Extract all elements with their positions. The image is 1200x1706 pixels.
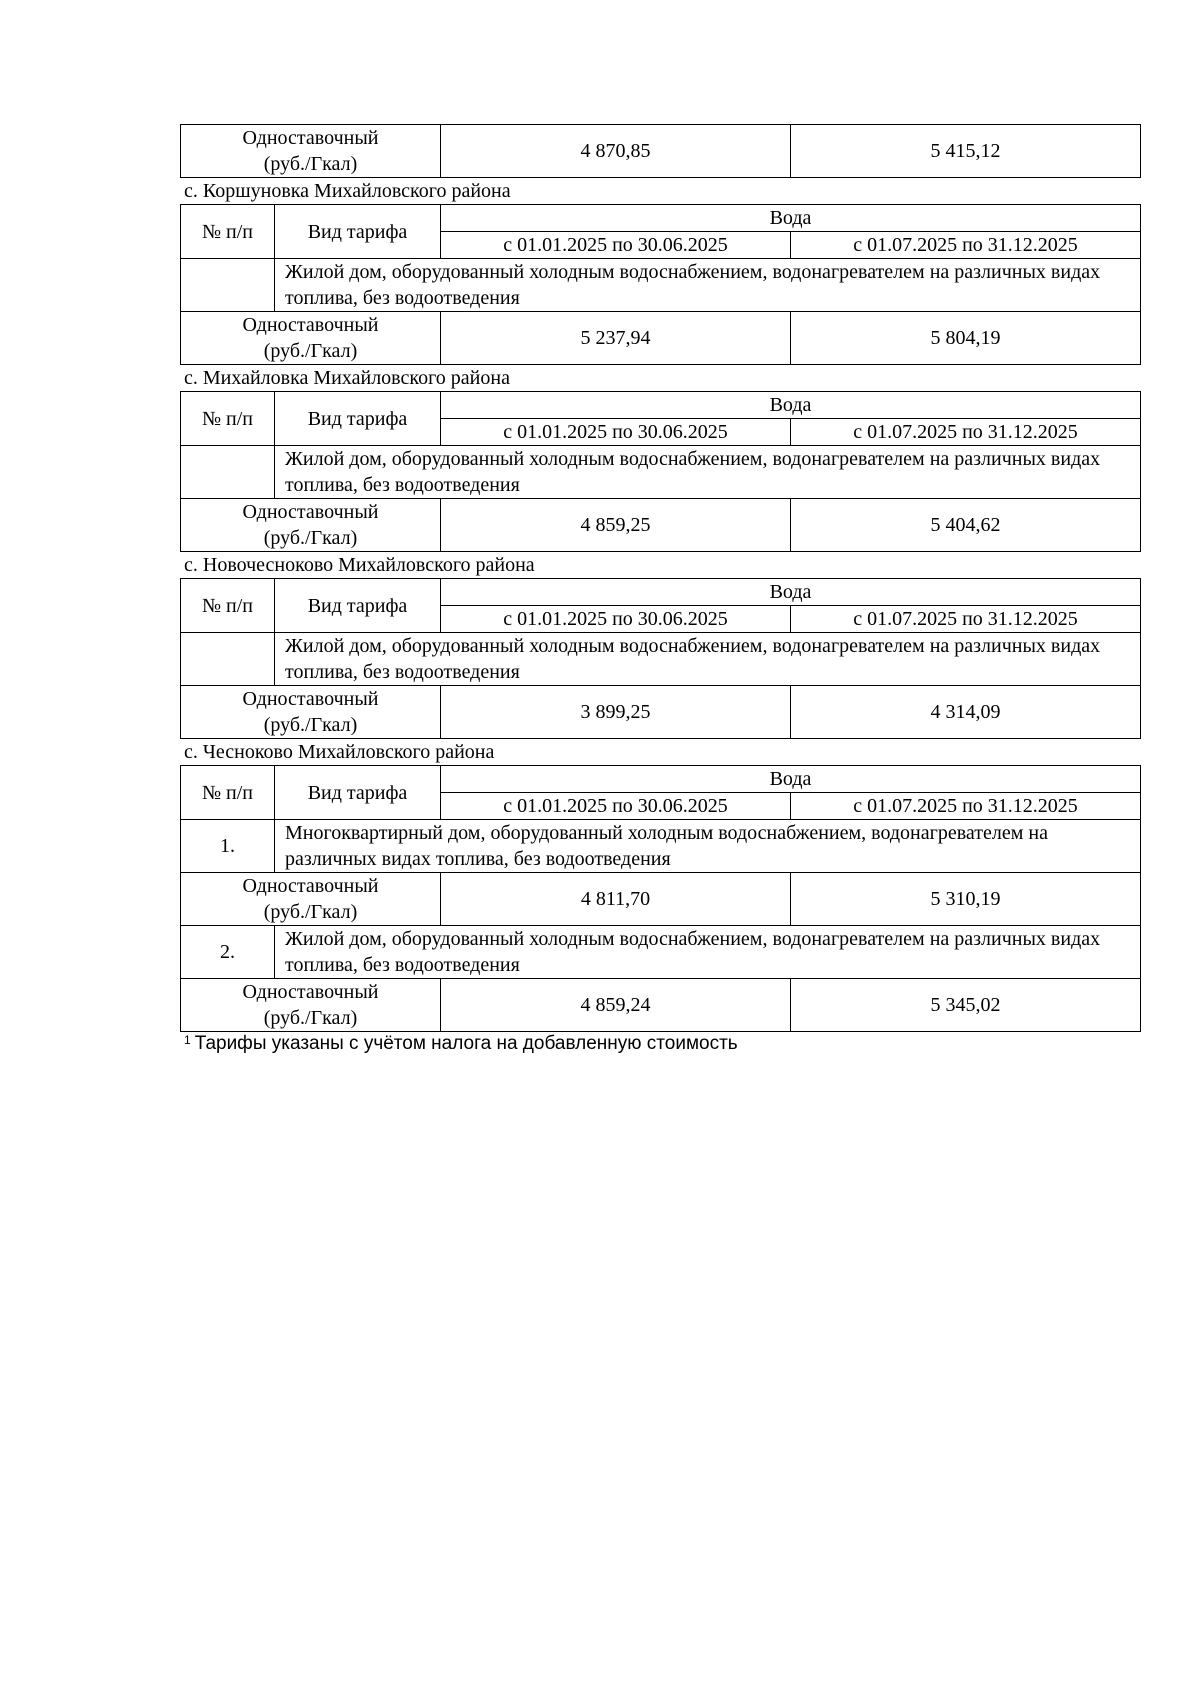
tariff-name: Одноставочный bbox=[242, 501, 379, 523]
header-tariff-type: Вид тарифа bbox=[275, 766, 441, 820]
locality-section bbox=[180, 739, 1140, 1032]
tariff-type-cell bbox=[181, 125, 441, 178]
tariff-table bbox=[180, 391, 1141, 552]
tariff-unit: (руб./Гкал) bbox=[263, 1007, 358, 1029]
tariff-value-period2: 5 404,62 bbox=[791, 499, 1141, 552]
continuation-table bbox=[180, 124, 1141, 178]
tariff-row bbox=[181, 312, 1141, 365]
tariff-value-period2: 5 310,19 bbox=[791, 873, 1141, 926]
tariff-unit: (руб./Гкал) bbox=[263, 527, 358, 549]
locality-section bbox=[180, 178, 1140, 365]
header-period1: с 01.01.2025 по 30.06.2025 bbox=[441, 606, 791, 633]
header-number: № п/п bbox=[181, 392, 275, 446]
tariff-type-cell bbox=[181, 499, 441, 552]
footnote-marker: 1 bbox=[184, 1033, 191, 1047]
tariff-value-period1: 4 811,70 bbox=[441, 873, 791, 926]
tariff-type-cell bbox=[181, 979, 441, 1032]
locality-title: с. Новочесноково Михайловского района bbox=[184, 554, 535, 576]
tariff-value-period2: 5 804,19 bbox=[791, 312, 1141, 365]
header-number: № п/п bbox=[181, 205, 275, 259]
category-description: Жилой дом, оборудованный холодным водоснабжением, водонагревателем на различных видах топлива, без водоотведения bbox=[275, 259, 1141, 312]
header-tariff-type: Вид тарифа bbox=[275, 392, 441, 446]
locality-section bbox=[180, 365, 1140, 552]
tariff-row bbox=[181, 979, 1141, 1032]
tariff-name: Одноставочный bbox=[242, 688, 379, 710]
tariff-name: Одноставочный bbox=[242, 314, 379, 336]
category-description: Многоквартирный дом, оборудованный холодным водоснабжением, водонагревателем на различных видах топлива, без водоотведения bbox=[275, 820, 1141, 873]
header-period1: с 01.01.2025 по 30.06.2025 bbox=[441, 419, 791, 446]
row-number: 2. bbox=[181, 926, 275, 979]
header-water: Вода bbox=[441, 579, 1141, 606]
category-row bbox=[181, 446, 1141, 499]
table-header-row bbox=[181, 205, 1141, 232]
row-number: 1. bbox=[181, 820, 275, 873]
header-period2: с 01.07.2025 по 31.12.2025 bbox=[791, 419, 1141, 446]
locality-section bbox=[180, 552, 1140, 739]
tariff-value-period1: 5 237,94 bbox=[441, 312, 791, 365]
tariff-table bbox=[180, 765, 1141, 1032]
header-number: № п/п bbox=[181, 766, 275, 820]
header-period2: с 01.07.2025 по 31.12.2025 bbox=[791, 606, 1141, 633]
table-header-row bbox=[181, 579, 1141, 606]
header-water: Вода bbox=[441, 392, 1141, 419]
tariff-value-period2: 5 415,12 bbox=[791, 125, 1141, 178]
tariff-value-period1: 4 859,25 bbox=[441, 499, 791, 552]
category-row bbox=[181, 259, 1141, 312]
header-tariff-type: Вид тарифа bbox=[275, 579, 441, 633]
category-description: Жилой дом, оборудованный холодным водоснабжением, водонагревателем на различных видах топлива, без водоотведения bbox=[275, 633, 1141, 686]
table-header-row bbox=[181, 392, 1141, 419]
header-period1: с 01.01.2025 по 30.06.2025 bbox=[441, 793, 791, 820]
tariff-row bbox=[181, 686, 1141, 739]
header-number: № п/п bbox=[181, 579, 275, 633]
tariff-value-period1: 3 899,25 bbox=[441, 686, 791, 739]
tariff-name: Одноставочный bbox=[242, 127, 379, 149]
category-row bbox=[181, 633, 1141, 686]
header-period2: с 01.07.2025 по 31.12.2025 bbox=[791, 793, 1141, 820]
tariff-type-cell bbox=[181, 686, 441, 739]
tariff-document bbox=[180, 124, 1140, 1056]
locality-title: с. Михайловка Михайловского района bbox=[184, 367, 510, 389]
category-row bbox=[181, 820, 1141, 873]
tariff-unit: (руб./Гкал) bbox=[263, 340, 358, 362]
footnote-text: Тарифы указаны с учётом налога на добавленную стоимость bbox=[194, 1033, 738, 1054]
category-description: Жилой дом, оборудованный холодным водоснабжением, водонагревателем на различных видах топлива, без водоотведения bbox=[275, 926, 1141, 979]
tariff-table bbox=[180, 204, 1141, 365]
header-period2: с 01.07.2025 по 31.12.2025 bbox=[791, 232, 1141, 259]
tariff-row bbox=[181, 125, 1141, 178]
tariff-unit: (руб./Гкал) bbox=[263, 714, 358, 736]
footnote bbox=[180, 1032, 1140, 1056]
table-header-row bbox=[181, 766, 1141, 793]
header-period1: с 01.01.2025 по 30.06.2025 bbox=[441, 232, 791, 259]
tariff-value-period2: 4 314,09 bbox=[791, 686, 1141, 739]
category-description: Жилой дом, оборудованный холодным водоснабжением, водонагревателем на различных видах топлива, без водоотведения bbox=[275, 446, 1141, 499]
row-number bbox=[181, 446, 275, 499]
tariff-value-period1: 4 859,24 bbox=[441, 979, 791, 1032]
tariff-value-period2: 5 345,02 bbox=[791, 979, 1141, 1032]
tariff-unit: (руб./Гкал) bbox=[263, 901, 358, 923]
locality-title: с. Чесноково Михайловского района bbox=[184, 741, 495, 763]
locality-title: с. Коршуновка Михайловского района bbox=[184, 180, 511, 202]
header-tariff-type: Вид тарифа bbox=[275, 205, 441, 259]
tariff-value-period1: 4 870,85 bbox=[441, 125, 791, 178]
row-number bbox=[181, 633, 275, 686]
tariff-type-cell bbox=[181, 312, 441, 365]
tariff-row bbox=[181, 873, 1141, 926]
category-row bbox=[181, 926, 1141, 979]
header-water: Вода bbox=[441, 205, 1141, 232]
tariff-table bbox=[180, 578, 1141, 739]
tariff-unit: (руб./Гкал) bbox=[263, 153, 358, 175]
tariff-name: Одноставочный bbox=[242, 981, 379, 1003]
tariff-row bbox=[181, 499, 1141, 552]
row-number bbox=[181, 259, 275, 312]
tariff-name: Одноставочный bbox=[242, 875, 379, 897]
tariff-type-cell bbox=[181, 873, 441, 926]
header-water: Вода bbox=[441, 766, 1141, 793]
